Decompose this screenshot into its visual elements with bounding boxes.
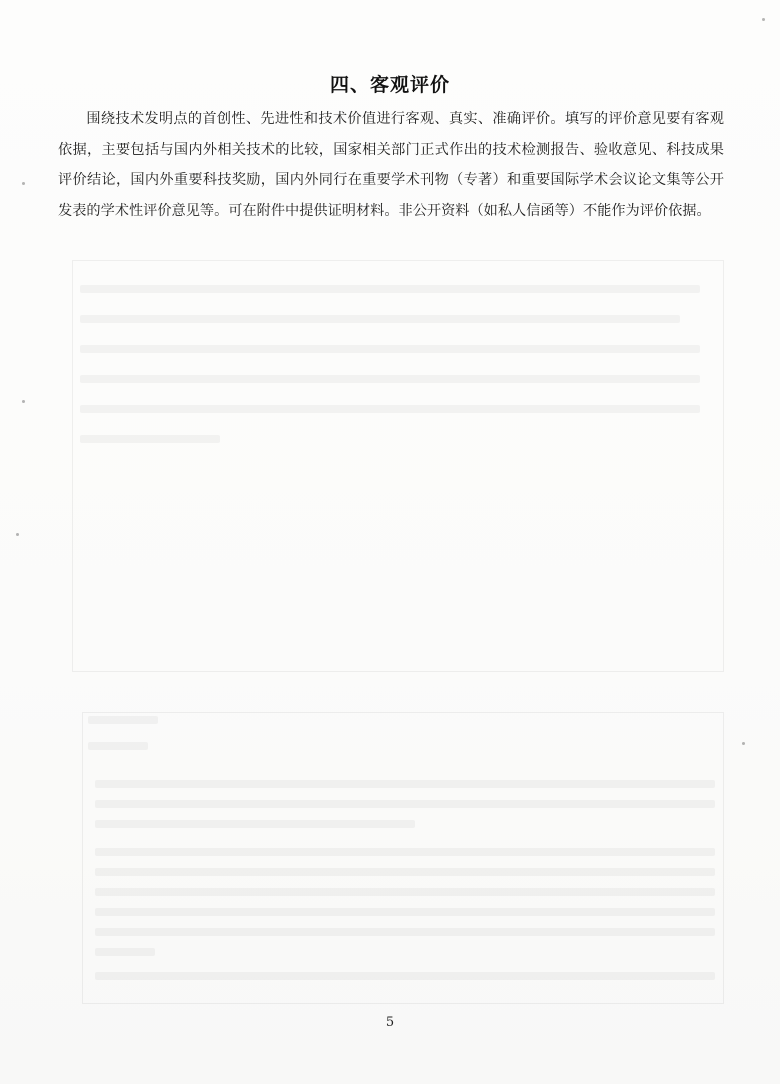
instruction-paragraph: 围绕技术发明点的首创性、先进性和技术价值进行客观、真实、准确评价。填写的评价意见要有客观依据，主要包括与国内外相关技术的比较，国家相关部门正式作出的技术检测报告、验收意见、科技成果评价结论，国内外重要科技奖励，国内外同行在重要学术刊物（专著）和重要国际学术会议论文集等公开发表的学术性评价意见等。可在附件中提供证明材料。非公开资料（如私人信函等）不能作为评价依据。 (58, 111, 724, 219)
bleed-through-line (95, 800, 715, 808)
bleed-through-line (95, 908, 715, 916)
bleed-through-line (95, 868, 715, 876)
section-title: 四、客观评价 (329, 74, 450, 96)
scan-speck (762, 18, 765, 21)
scan-speck (742, 742, 745, 745)
instruction-paragraph-block (58, 104, 724, 226)
bleed-through-line (80, 315, 680, 323)
scan-speck (16, 533, 19, 536)
page-number: 5 (385, 1015, 395, 1030)
bleed-through-line (80, 435, 220, 443)
bleed-through-line (95, 780, 715, 788)
scan-speck (22, 182, 25, 185)
scan-speck (22, 400, 25, 403)
bleed-through-line (88, 742, 148, 750)
bleed-through-line (95, 948, 155, 956)
bleed-through-line (88, 716, 158, 724)
bleed-through-line (80, 285, 700, 293)
bleed-through-line (95, 928, 715, 936)
bleed-through-line (80, 375, 700, 383)
bleed-through-line (80, 405, 700, 413)
bleed-through-line (95, 848, 715, 856)
bleed-through-line (95, 972, 715, 980)
bleed-through-line (95, 888, 715, 896)
bleed-through-line (95, 820, 415, 828)
bleed-through-box-lower (82, 712, 724, 1004)
bleed-through-line (80, 345, 700, 353)
